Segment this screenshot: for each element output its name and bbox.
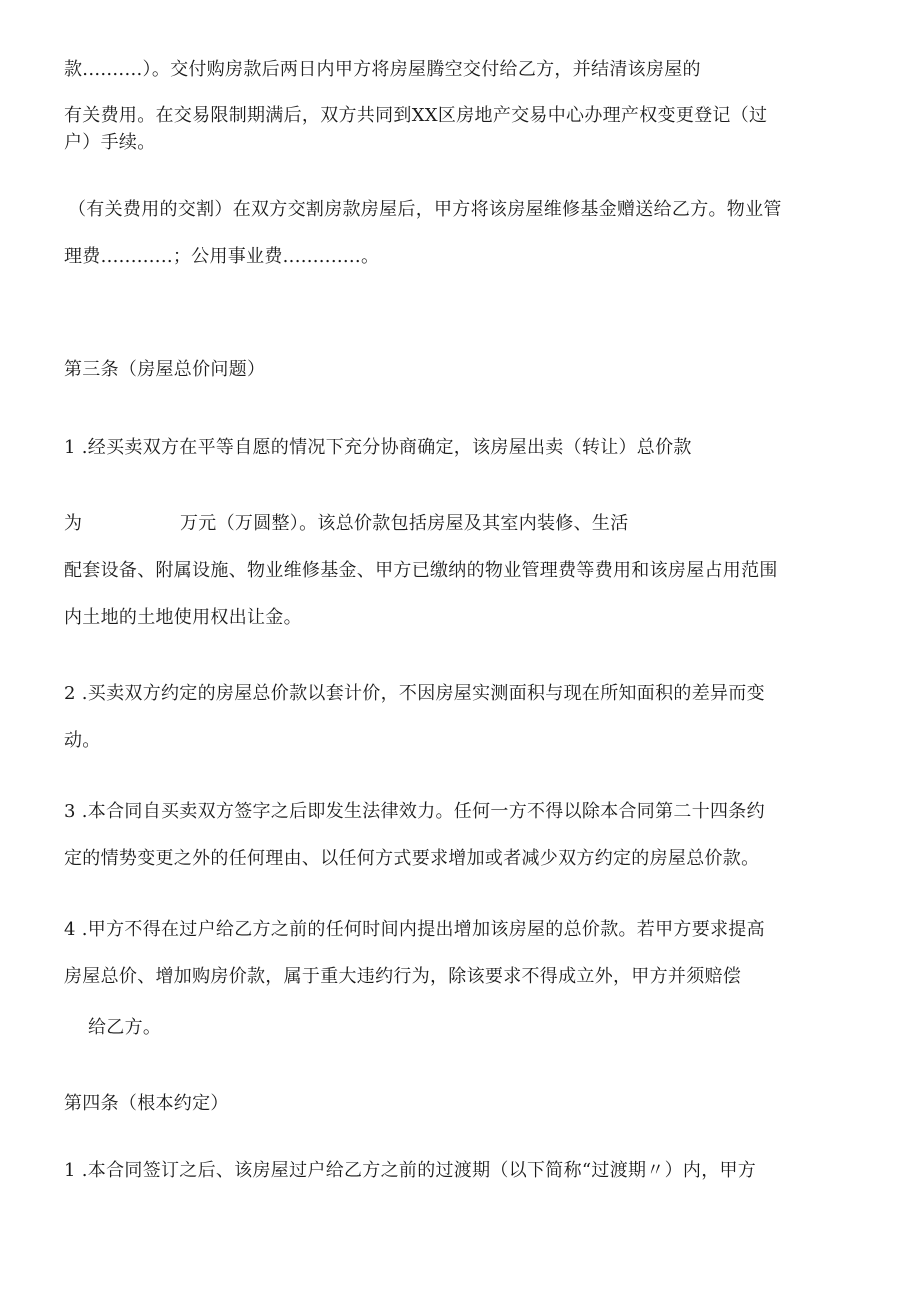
paragraph-line-1: 款..........）。交付购房款后两日内甲方将房屋腾空交付给乙方，并结清该房屋的 xyxy=(64,59,701,80)
clause-3-1-line-2-prefix: 为 xyxy=(64,513,83,534)
clause-3-1-line-3: 配套设备、附属设施、物业维修基金、甲方已缴纳的物业管理费等费用和该房屋占用范围 xyxy=(64,560,778,581)
paragraph-line-2: 有关费用。在交易限制期满后，双方共同到XX区房地产交易中心办理产权变更登记（过 xyxy=(64,105,768,126)
clause-3-3-line-2: 定的情势变更之外的任何理由、以任何方式要求增加或者减少双方约定的房屋总价款。 xyxy=(64,848,760,869)
clause-3-1-line-4: 内土地的土地使用权出让金。 xyxy=(64,607,302,628)
clause-3-3-line-1: 3 .本合同自买卖双方签字之后即发生法律效力。任何一方不得以除本合同第二十四条约 xyxy=(64,801,765,822)
clause-3-4-line-1: 4 .甲方不得在过户给乙方之前的任何时间内提出增加该房屋的总价款。若甲方要求提高 xyxy=(64,919,765,940)
section-heading-article-4: 第四条（根本约定） xyxy=(64,1093,229,1114)
clause-3-2-line-1: 2 .买卖双方约定的房屋总价款以套计价，不因房屋实测面积与现在所知面积的差异而变 xyxy=(64,683,765,704)
paragraph-line-4: （有关费用的交割）在双方交割房款房屋后，甲方将该房屋维修基金赠送给乙方。物业管 xyxy=(68,199,782,220)
paragraph-line-5: 理费............；公用事业费.............。 xyxy=(64,246,380,267)
paragraph-line-3: 户）手续。 xyxy=(64,132,156,153)
clause-3-2-line-2: 动。 xyxy=(64,730,101,751)
clause-3-1-line-1: 1 .经买卖双方在平等自愿的情况下充分协商确定，该房屋出卖（转让）总价款 xyxy=(64,437,692,458)
section-heading-article-3: 第三条（房屋总价问题） xyxy=(64,359,266,380)
clause-4-1-line-1: 1 .本合同签订之后、该房屋过户给乙方之前的过渡期（以下简称“过渡期〃）内，甲方 xyxy=(64,1160,757,1181)
clause-3-4-line-2: 房屋总价、增加购房价款，属于重大违约行为，除该要求不得成立外，甲方并须赔偿 xyxy=(64,966,742,987)
clause-3-4-line-3: 给乙方。 xyxy=(88,1017,162,1038)
clause-3-1-line-2: 万元（万圆整）。该总价款包括房屋及其室内装修、生活 xyxy=(180,513,629,534)
